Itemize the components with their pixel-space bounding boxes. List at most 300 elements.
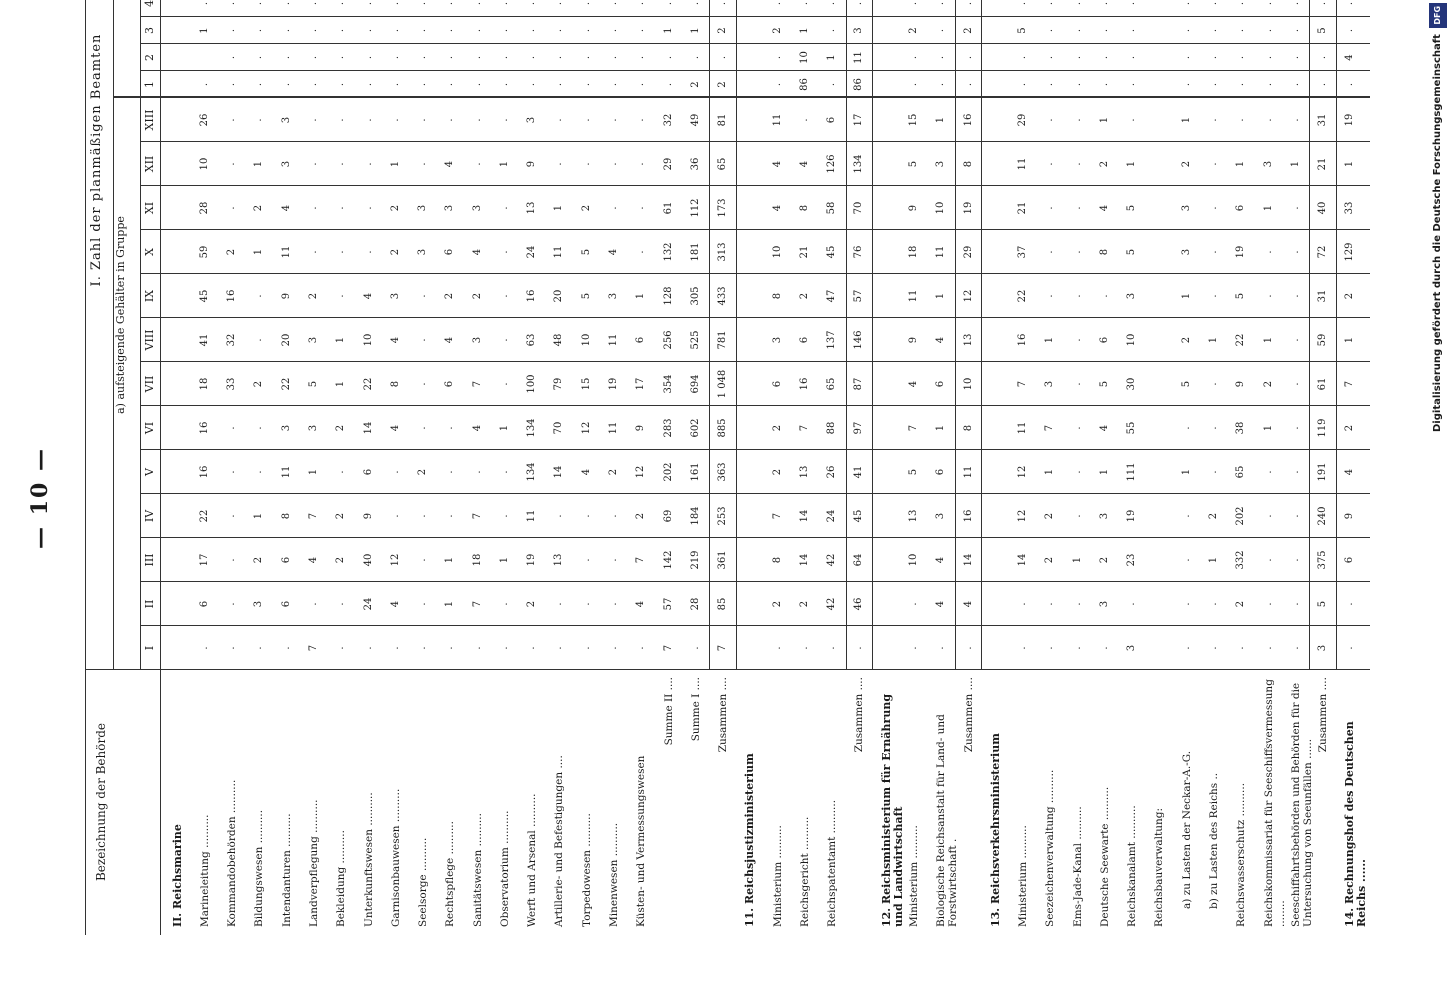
table-cell: . bbox=[226, 28, 238, 33]
table-cell: . bbox=[635, 250, 647, 254]
total-rule bbox=[846, 0, 847, 670]
column-header: VI bbox=[143, 421, 156, 435]
table-cell: 7 bbox=[1017, 380, 1029, 388]
table-cell: . bbox=[608, 118, 619, 122]
table-cell: . bbox=[1262, 558, 1274, 562]
table-cell: . bbox=[580, 162, 592, 166]
table-cell: . bbox=[444, 426, 456, 430]
table-cell: 13 bbox=[798, 465, 810, 479]
table-cell: 3 bbox=[253, 600, 265, 608]
table-cell: . bbox=[771, 82, 783, 87]
table-cell: . bbox=[908, 646, 919, 650]
table-cell: . bbox=[335, 646, 347, 650]
table-cell: 10 bbox=[935, 201, 947, 215]
table-cell: 2 bbox=[471, 292, 483, 300]
table-cell: . bbox=[444, 28, 456, 33]
table-cell: 6 bbox=[1235, 204, 1247, 212]
table-cell: . bbox=[362, 28, 374, 33]
table-cell: . bbox=[1208, 646, 1219, 650]
table-cell: 16 bbox=[526, 289, 538, 303]
table-cell: . bbox=[1262, 294, 1274, 298]
table-cell: 2 bbox=[771, 600, 783, 608]
table-cell: . bbox=[1071, 294, 1083, 298]
table-cell: 6 bbox=[635, 336, 647, 344]
table-cell: 2 bbox=[1044, 512, 1056, 520]
table-cell: 10 bbox=[798, 51, 810, 64]
table-cell: 4 bbox=[608, 248, 619, 256]
table-cell: 146 bbox=[853, 330, 865, 350]
column-header: 2 bbox=[143, 54, 156, 61]
table-cell: . bbox=[498, 28, 510, 33]
row-label: Zusammen .... bbox=[853, 677, 866, 753]
table-cell: 2 bbox=[1180, 336, 1192, 344]
table-cell: 31 bbox=[1317, 289, 1329, 303]
table-cell: 4 bbox=[771, 204, 783, 212]
table-cell: 6 bbox=[771, 380, 783, 388]
table-cell: . bbox=[1098, 28, 1110, 33]
table-cell: 3 bbox=[853, 27, 865, 34]
table-cell: . bbox=[417, 602, 429, 606]
table-cell: 9 bbox=[635, 424, 647, 432]
table-cell: 76 bbox=[853, 245, 865, 259]
table-cell: . bbox=[1289, 82, 1301, 87]
table-cell: . bbox=[608, 514, 619, 518]
table-cell: 7 bbox=[471, 380, 483, 388]
row-label: Werft und Arsenal .......... bbox=[526, 793, 539, 927]
table-cell: 2 bbox=[417, 468, 429, 476]
table-cell: 2 bbox=[253, 556, 265, 564]
table-cell: 14 bbox=[553, 465, 565, 479]
table-cell: 3 bbox=[1180, 204, 1192, 212]
table-cell: . bbox=[253, 646, 265, 650]
table-cell: . bbox=[1071, 426, 1083, 430]
table-cell: . bbox=[1017, 82, 1029, 87]
table-cell: 1 bbox=[1289, 160, 1301, 168]
table-cell: . bbox=[444, 470, 456, 474]
table-cell: 11 bbox=[1017, 157, 1029, 171]
total-rule bbox=[736, 0, 737, 670]
table-cell: . bbox=[553, 1, 565, 6]
table-cell: 7 bbox=[1344, 380, 1356, 388]
table-cell: 3 bbox=[417, 248, 429, 256]
table-cell: . bbox=[1262, 514, 1274, 518]
table-cell: . bbox=[417, 558, 429, 562]
table-cell: 525 bbox=[689, 330, 701, 350]
table-cell: 2 bbox=[1344, 424, 1356, 432]
table-cell: 8 bbox=[962, 424, 974, 432]
table-cell: . bbox=[771, 646, 783, 650]
table-cell: 1 bbox=[1262, 204, 1274, 212]
table-cell: . bbox=[253, 426, 265, 430]
table-cell: . bbox=[1208, 162, 1219, 166]
column-header: V bbox=[143, 468, 156, 476]
table-cell: 11 bbox=[935, 245, 947, 259]
table-cell: . bbox=[635, 206, 647, 210]
table-cell: . bbox=[417, 82, 429, 87]
table-cell: 45 bbox=[853, 509, 865, 523]
table-cell: 61 bbox=[662, 201, 674, 215]
table-cell: . bbox=[1235, 1, 1247, 6]
row-label: Reichsgericht .......... bbox=[798, 816, 811, 927]
table-cell: 23 bbox=[1126, 553, 1138, 567]
table-cell: 32 bbox=[662, 113, 674, 127]
table-cell: 45 bbox=[198, 289, 210, 303]
table-cell: 11 bbox=[962, 465, 974, 479]
table-cell: 17 bbox=[198, 553, 210, 567]
table-cell: 18 bbox=[471, 553, 483, 567]
table-cell: . bbox=[635, 55, 647, 60]
table-cell: 18 bbox=[198, 377, 210, 391]
table-cell: . bbox=[471, 118, 483, 122]
table-cell: 3 bbox=[526, 116, 538, 124]
table-cell: . bbox=[826, 646, 838, 650]
table-cell: . bbox=[471, 55, 483, 60]
table-cell: . bbox=[1180, 82, 1192, 87]
table-cell: . bbox=[1098, 82, 1110, 87]
table-cell: . bbox=[798, 118, 810, 122]
table-cell: 4 bbox=[935, 336, 947, 344]
table-cell: . bbox=[553, 55, 565, 60]
table-cell: 12 bbox=[1017, 509, 1029, 523]
table-cell: . bbox=[935, 1, 947, 6]
table-cell: . bbox=[362, 118, 374, 122]
table-cell: . bbox=[280, 1, 292, 6]
table-cell: . bbox=[335, 118, 347, 122]
table-cell: . bbox=[580, 118, 592, 122]
table-cell: 36 bbox=[689, 157, 701, 171]
table-cell: 2 bbox=[580, 204, 592, 212]
table-cell: 253 bbox=[717, 506, 729, 526]
table-cell: 21 bbox=[798, 245, 810, 259]
table-cell: 5 bbox=[1098, 380, 1110, 388]
table-cell: . bbox=[1262, 55, 1274, 60]
table-cell: . bbox=[362, 1, 374, 6]
table-cell: 5 bbox=[1126, 204, 1138, 212]
table-cell: . bbox=[498, 338, 510, 342]
table-cell: . bbox=[198, 1, 210, 6]
table-cell: . bbox=[1044, 294, 1056, 298]
table-cell: 137 bbox=[826, 330, 838, 350]
table-cell: 119 bbox=[1317, 418, 1329, 438]
table-cell: . bbox=[1071, 646, 1083, 650]
table-cell: 16 bbox=[198, 465, 210, 479]
table-cell: 19 bbox=[526, 553, 538, 567]
table-cell: . bbox=[580, 55, 592, 60]
table-cell: 1 bbox=[1044, 468, 1056, 476]
table-cell: . bbox=[389, 646, 401, 650]
table-cell: 375 bbox=[1317, 550, 1329, 570]
table-cell: 2 bbox=[771, 27, 783, 34]
table-cell: . bbox=[662, 82, 674, 87]
table-cell: 10 bbox=[962, 377, 974, 391]
table-cell: . bbox=[580, 558, 592, 562]
table-cell: 6 bbox=[280, 600, 292, 608]
table-cell: . bbox=[389, 470, 401, 474]
table-cell: 173 bbox=[717, 198, 729, 218]
row-label: Minenwesen .......... bbox=[608, 822, 620, 927]
table-cell: . bbox=[1262, 28, 1274, 33]
table-cell: 1 bbox=[689, 27, 701, 34]
table-cell: 2 bbox=[308, 292, 319, 300]
table-cell: 13 bbox=[908, 509, 919, 523]
row-label: Garnisonbauwesen .......... bbox=[389, 788, 402, 927]
table-cell: 15 bbox=[908, 113, 919, 127]
table-cell: . bbox=[253, 55, 265, 60]
table-cell: 2 bbox=[717, 81, 729, 88]
table-cell: 16 bbox=[798, 377, 810, 391]
table-cell: 4 bbox=[798, 160, 810, 168]
table-cell: . bbox=[417, 1, 429, 6]
table-cell: 45 bbox=[826, 245, 838, 259]
table-cell: . bbox=[226, 470, 238, 474]
table-cell: 22 bbox=[280, 377, 292, 391]
table-cell: . bbox=[1126, 118, 1138, 122]
table-cell: 2 bbox=[226, 248, 238, 256]
table-cell: . bbox=[498, 206, 510, 210]
table-cell: . bbox=[1262, 470, 1274, 474]
table-cell: . bbox=[1289, 338, 1301, 342]
table-cell: 1 bbox=[1126, 160, 1138, 168]
table-cell: . bbox=[253, 118, 265, 122]
table-cell: 7 bbox=[308, 644, 319, 652]
table-cell: . bbox=[689, 1, 701, 6]
table-cell: 1 bbox=[935, 116, 947, 124]
table-cell: . bbox=[553, 514, 565, 518]
table-cell: 3 bbox=[280, 116, 292, 124]
table-cell: . bbox=[1017, 55, 1029, 60]
column-header: 3 bbox=[143, 27, 156, 34]
table-cell: 6 bbox=[362, 468, 374, 476]
row-label: b) zu Lasten des Reichs .. bbox=[1208, 772, 1220, 909]
table-cell: 3 bbox=[1317, 644, 1329, 652]
table-cell: . bbox=[1208, 118, 1219, 122]
table-cell: . bbox=[308, 250, 319, 254]
table-cell: . bbox=[198, 646, 210, 650]
table-cell: . bbox=[362, 206, 374, 210]
table-cell: . bbox=[1071, 82, 1083, 87]
table-cell: . bbox=[1235, 28, 1247, 33]
table-cell: 1 bbox=[498, 424, 510, 432]
table-cell: 3 bbox=[608, 292, 619, 300]
table-cell: 3 bbox=[1098, 600, 1110, 608]
table-cell: 3 bbox=[389, 292, 401, 300]
table-cell: . bbox=[1262, 602, 1274, 606]
table-cell: . bbox=[1098, 1, 1110, 6]
table-cell: 17 bbox=[635, 377, 647, 391]
table-cell: . bbox=[1044, 118, 1056, 122]
table-cell: 4 bbox=[771, 160, 783, 168]
table-cell: 29 bbox=[1017, 113, 1029, 127]
table-cell: 47 bbox=[826, 289, 838, 303]
table-cell: 9 bbox=[908, 204, 919, 212]
table-cell: . bbox=[417, 55, 429, 60]
table-cell: 5 bbox=[1317, 27, 1329, 34]
table-cell: 2 bbox=[1098, 556, 1110, 564]
header-rule bbox=[113, 0, 114, 670]
row-label: Observatorium .......... bbox=[498, 810, 511, 927]
table-cell: . bbox=[1289, 206, 1301, 210]
total-rule bbox=[955, 0, 956, 670]
dfg-note-text: Digitalisierung gefördert durch die Deutsche Forschungsgemeinschaft bbox=[1432, 34, 1443, 432]
table-cell: . bbox=[908, 55, 919, 60]
column-header: II bbox=[143, 599, 156, 609]
total-rule bbox=[1309, 0, 1310, 670]
table-cell: 8 bbox=[280, 512, 292, 520]
table-cell: . bbox=[1262, 250, 1274, 254]
table-cell: 19 bbox=[1126, 509, 1138, 523]
dfg-logo: DFG bbox=[1429, 3, 1447, 28]
table-cell: . bbox=[1208, 470, 1219, 474]
table-cell: 4 bbox=[280, 204, 292, 212]
table-cell: . bbox=[1180, 514, 1192, 518]
table-cell: . bbox=[362, 250, 374, 254]
table-cell: . bbox=[1344, 602, 1356, 606]
table-cell: 354 bbox=[662, 374, 674, 394]
table-cell: . bbox=[417, 382, 429, 386]
table-cell: . bbox=[498, 55, 510, 60]
table-cell: . bbox=[253, 1, 265, 6]
table-cell: . bbox=[1180, 28, 1192, 33]
table-cell: . bbox=[826, 82, 838, 87]
table-cell: 6 bbox=[826, 116, 838, 124]
table-cell: . bbox=[253, 294, 265, 298]
table-cell: 7 bbox=[308, 512, 319, 520]
table-cell: . bbox=[335, 206, 347, 210]
table-cell: 97 bbox=[853, 421, 865, 435]
table-cell: . bbox=[308, 602, 319, 606]
row-label: 14. Rechnungshof des Deutschen Reichs ...... bbox=[1343, 721, 1369, 927]
row-label: Reichswasserschutz .......... bbox=[1235, 782, 1248, 927]
table-cell: 1 bbox=[253, 160, 265, 168]
table-cell: . bbox=[771, 1, 783, 6]
table-cell: . bbox=[526, 55, 538, 60]
table-cell: 4 bbox=[444, 336, 456, 344]
table-cell: . bbox=[417, 426, 429, 430]
table-cell: . bbox=[226, 514, 238, 518]
table-cell: 26 bbox=[826, 465, 838, 479]
table-cell: 16 bbox=[1017, 333, 1029, 347]
table-cell: 3 bbox=[1126, 644, 1138, 652]
table-cell: 4 bbox=[580, 468, 592, 476]
table-cell: . bbox=[226, 558, 238, 562]
table-cell: . bbox=[335, 1, 347, 6]
table-cell: . bbox=[1235, 646, 1247, 650]
table-cell: . bbox=[1208, 294, 1219, 298]
table-cell: 61 bbox=[1317, 377, 1329, 391]
table-cell: . bbox=[498, 514, 510, 518]
table-cell: 361 bbox=[717, 550, 729, 570]
table-cell: . bbox=[444, 82, 456, 87]
table-cell: . bbox=[1262, 646, 1274, 650]
table-cell: 24 bbox=[826, 509, 838, 523]
table-cell: . bbox=[1098, 55, 1110, 60]
table-cell: . bbox=[1317, 55, 1329, 60]
table-cell: 12 bbox=[635, 465, 647, 479]
table-cell: 69 bbox=[662, 509, 674, 523]
row-label: 13. Reichsverkehrsministerium bbox=[988, 733, 1002, 927]
row-label: Landverpflegung .......... bbox=[308, 799, 320, 927]
table-cell: . bbox=[935, 28, 947, 33]
table-cell: 70 bbox=[853, 201, 865, 215]
table-cell: 8 bbox=[771, 292, 783, 300]
table-cell: . bbox=[362, 646, 374, 650]
table-cell: . bbox=[689, 55, 701, 60]
table-cell: . bbox=[1289, 250, 1301, 254]
statistics-table bbox=[85, 0, 1370, 935]
table-cell: . bbox=[908, 602, 919, 606]
row-label: Reichskanalamt .......... bbox=[1126, 805, 1139, 927]
table-cell: . bbox=[226, 646, 238, 650]
table-cell: 4 bbox=[635, 600, 647, 608]
table-cell: 191 bbox=[1317, 462, 1329, 482]
table-cell: 1 bbox=[1071, 556, 1083, 564]
table-cell: . bbox=[280, 28, 292, 33]
table-cell: . bbox=[1098, 646, 1110, 650]
table-cell: 48 bbox=[553, 333, 565, 347]
table-cell: . bbox=[1017, 1, 1029, 6]
table-cell: . bbox=[335, 162, 347, 166]
table-cell: 58 bbox=[826, 201, 838, 215]
table-cell: . bbox=[1126, 602, 1138, 606]
table-cell: 33 bbox=[226, 377, 238, 391]
table-cell: 41 bbox=[853, 465, 865, 479]
table-cell: 1 bbox=[1344, 336, 1356, 344]
table-cell: . bbox=[608, 1, 619, 6]
column-header: XIII bbox=[143, 109, 156, 131]
table-cell: 20 bbox=[280, 333, 292, 347]
table-cell: 70 bbox=[553, 421, 565, 435]
table-cell: 2 bbox=[1044, 556, 1056, 564]
table-cell: 11 bbox=[771, 113, 783, 127]
table-cell: 332 bbox=[1235, 550, 1247, 570]
table-cell: . bbox=[1180, 1, 1192, 6]
table-cell: 7 bbox=[717, 644, 729, 652]
table-cell: 9 bbox=[280, 292, 292, 300]
table-cell: . bbox=[526, 646, 538, 650]
table-cell: 313 bbox=[717, 242, 729, 262]
table-cell: 21 bbox=[1317, 157, 1329, 171]
table-cell: 202 bbox=[662, 462, 674, 482]
table-cell: 2 bbox=[1208, 512, 1219, 520]
table-cell: 2 bbox=[335, 556, 347, 564]
column-header: 1 bbox=[143, 81, 156, 88]
table-cell: 2 bbox=[798, 600, 810, 608]
table-cell: 22 bbox=[362, 377, 374, 391]
table-cell: 15 bbox=[580, 377, 592, 391]
table-cell: 4 bbox=[1098, 424, 1110, 432]
table-cell: . bbox=[1289, 514, 1301, 518]
table-cell: 2 bbox=[798, 292, 810, 300]
table-cell: 14 bbox=[962, 553, 974, 567]
table-cell: 16 bbox=[198, 421, 210, 435]
table-cell: 6 bbox=[1344, 556, 1356, 564]
table-cell: 3 bbox=[471, 204, 483, 212]
table-cell: . bbox=[553, 646, 565, 650]
table-cell: . bbox=[389, 118, 401, 122]
table-cell: 2 bbox=[389, 248, 401, 256]
table-cell: . bbox=[335, 294, 347, 298]
table-cell: 14 bbox=[1017, 553, 1029, 567]
table-cell: 2 bbox=[689, 81, 701, 88]
table-cell: . bbox=[1044, 28, 1056, 33]
table-cell: 40 bbox=[1317, 201, 1329, 215]
table-cell: 81 bbox=[717, 113, 729, 127]
table-cell: . bbox=[962, 1, 974, 6]
table-cell: . bbox=[1317, 82, 1329, 87]
table-cell: . bbox=[717, 1, 729, 6]
table-cell: . bbox=[608, 55, 619, 60]
table-cell: . bbox=[526, 82, 538, 87]
